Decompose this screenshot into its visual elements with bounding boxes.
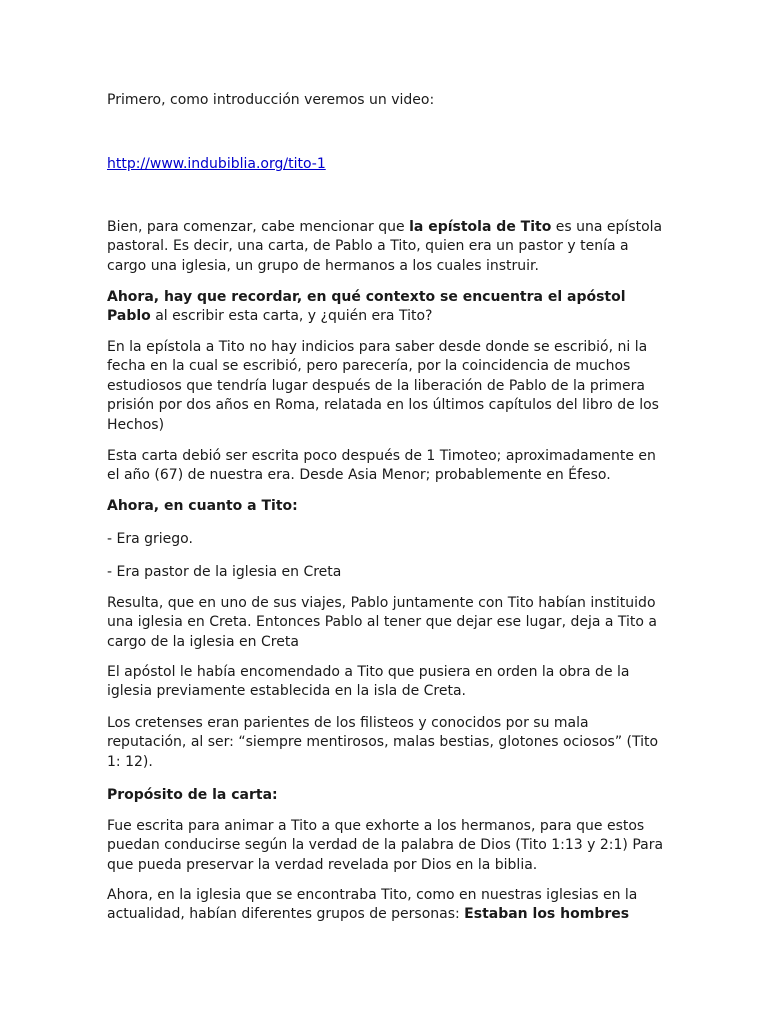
paragraph-epistola (107, 218, 667, 276)
list-item: - Era pastor de la iglesia en Creta (107, 564, 342, 580)
text: es una epístola pastoral. Es decir, una carta, de Pablo a Tito, quien era un pastor y tenía a cargo una iglesia, un grupo de hermanos a los cuales instruir. (107, 219, 663, 274)
paragraph-viajes: Resulta, que en uno de sus viajes, Pablo juntamente con Tito habían instituido una iglesia en Creta. Entonces Pablo al tener que dejar ese lugar, deja a Tito a cargo de la iglesia en Creta (107, 595, 658, 650)
bold-text: la epístola de Tito (409, 219, 552, 235)
paragraph-encomendado: El apóstol le había encomendado a Tito que pusiera en orden la obra de la iglesia previamente establecida en la isla de Creta. (107, 664, 630, 700)
text: Bien, para comenzar, cabe mencionar que (107, 219, 410, 235)
heading-proposito (107, 786, 667, 805)
paragraph-cretenses: Los cretenses eran parientes de los filisteos y conocidos por su mala reputación, al ser: “siempre mentirosos, malas bestias, glotones ociosos” (Tito 1: 12). (107, 715, 659, 770)
bold-text: Ahora, en cuanto a Tito: (107, 498, 298, 514)
list-item: - Era griego. (107, 531, 193, 547)
paragraph-contexto (107, 288, 667, 327)
text: Ahora, en la iglesia que se encontraba Tito, como en nuestras iglesias en la actualidad, habían diferentes grupos de personas: (107, 887, 638, 923)
paragraph-indicios: En la epístola a Tito no hay indicios para saber desde donde se escribió, ni la fecha en la cual se escribió, pero parecería, por la coincidencia de muchos estudiosos que tendría lugar después de la liberación de Pablo de la primera prisión por dos años en Roma, relatada en los últimos capítulos del libro de los Hechos) (107, 339, 659, 433)
intro-paragraph: Primero, como introducción veremos un video: (107, 92, 435, 108)
video-link-paragraph (107, 155, 667, 174)
paragraph-grupos (107, 886, 667, 925)
bold-text: Ahora, hay que recordar, en qué contexto se encuentra el apóstol Pablo (107, 289, 626, 325)
text: al escribir esta carta, y ¿quién era Tito? (150, 308, 433, 325)
bold-text: Propósito de la carta: (107, 787, 278, 803)
paragraph-proposito: Fue escrita para animar a Tito a que exhorte a los hermanos, para que estos puedan conducirse según la verdad de la palabra de Dios (Tito 1:13 y 2:1) Para que pueda preservar la verdad revelada por Dios en la biblia. (107, 818, 664, 873)
paragraph-fecha: Esta carta debió ser escrita poco después de 1 Timoteo; aproximadamente en el año (67) de nuestra era. Desde Asia Menor; probablemente en Éfeso. (107, 448, 656, 484)
heading-tito (107, 497, 667, 516)
video-link[interactable]: http://www.indubiblia.org/tito-1 (107, 156, 326, 172)
bold-text: Estaban los hombres (464, 906, 630, 923)
